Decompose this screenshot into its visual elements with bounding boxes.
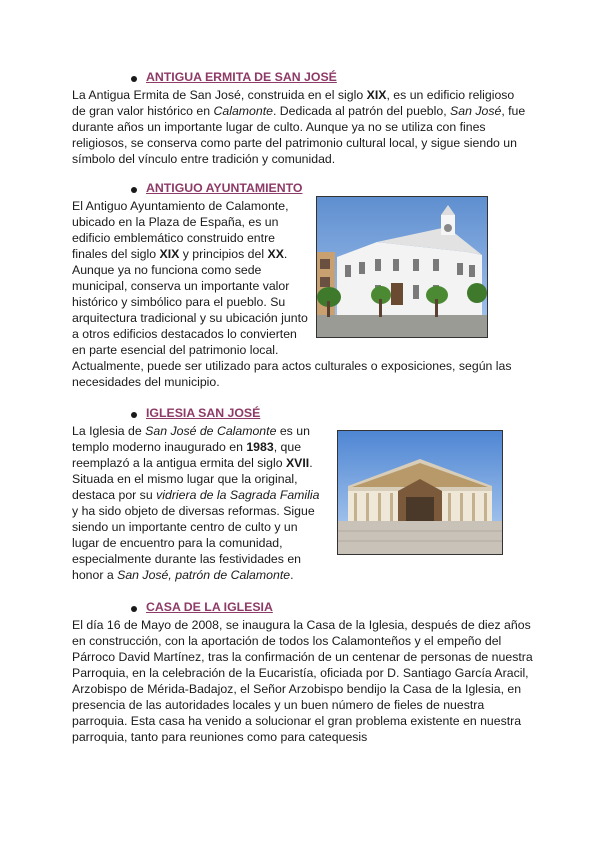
section-paragraph-casa [72, 617, 534, 745]
paragraph-run: XIX [159, 247, 180, 261]
paragraph-run: XIX [366, 88, 387, 102]
paragraph-run: La Antigua Ermita de San José, construida en el siglo [72, 88, 367, 102]
photo-iglesia-san-jose [337, 430, 503, 555]
paragraph-run: es un templo moderno inaugurado en [72, 424, 310, 454]
photo-antiguo-ayuntamiento [316, 196, 488, 338]
paragraph-run: y ha sido objeto de diversas reformas. Sigue siendo un importante centro de culto y un lugar de encuentro para la comunidad, especialmente durante las festividades en honor a [72, 504, 315, 582]
paragraph-run: San José de Calamonte [145, 424, 277, 438]
bullet-icon [131, 606, 137, 612]
paragraph-run: vidriera de la Sagrada Familia [156, 488, 320, 502]
section-paragraph-ayuntamiento-2: Actualmente, puede ser utilizado para actos culturales o exposiciones, según las necesidades del municipio. [72, 359, 512, 389]
paragraph-run: La Iglesia de [72, 424, 146, 438]
paragraph-run: . [290, 568, 294, 582]
paragraph-run: , que reemplazó a la antigua ermita del siglo [72, 440, 302, 470]
paragraph-run: . Dedicada al patrón del pueblo, [272, 104, 451, 118]
paragraph-run: XX [267, 247, 284, 261]
section-heading-iglesia[interactable]: IGLESIA SAN JOSÉ [146, 406, 261, 420]
section-heading-ayuntamiento[interactable]: ANTIGUO AYUNTAMIENTO [146, 181, 303, 195]
paragraph-run: El Antiguo Ayuntamiento de Calamonte, ubicado en la Plaza de España, es un edificio emblemático construido entre finales del siglo [72, 199, 289, 261]
paragraph-run: 1983 [246, 440, 274, 454]
church-image [338, 431, 502, 554]
paragraph-run: y principios del [179, 247, 268, 261]
paragraph-run: , fue durante años un importante lugar de culto. Aunque ya no se utiliza con fines religiosos, se conserva como parte del patrimonio cultural local, y sigue siendo un símbolo del vínculo entre tradición y comunidad. [72, 104, 526, 166]
section-paragraph-iglesia [72, 423, 324, 583]
section-heading-ermita[interactable]: ANTIGUA ERMITA DE SAN JOSÉ [146, 70, 337, 84]
bullet-icon [131, 187, 137, 193]
paragraph-run: . Situada en el mismo lugar que la original, destaca por su [72, 456, 313, 502]
town-hall-image [317, 197, 487, 337]
paragraph-run: XVII [285, 456, 310, 470]
section-paragraph-ayuntamiento [72, 198, 308, 358]
paragraph-run: Calamonte [213, 104, 273, 118]
bullet-icon [131, 76, 137, 82]
section-heading-casa[interactable]: CASA DE LA IGLESIA [146, 600, 273, 614]
paragraph-run: . Aunque ya no funciona como sede municipal, conserva un importante valor histórico y simbólico para el pueblo. Su arquitectura tradicional y su ubicación junto a otros edificios destacados lo convierten en parte esencial del patrimonio local. [72, 247, 308, 357]
paragraph-run: San José, patrón de Calamonte [117, 568, 291, 582]
paragraph-run: El día 16 de Mayo de 2008, se inaugura la Casa de la Iglesia, después de diez años en construcción, con la aportación de todos los Calamonteños y el empeño del Párroco David Martínez, tras la confirmación de un centenar de personas de nuestra Parroquia, en la celebración de la Eucaristía, oficiada por D. Santiago García Aracil, Arzobispo de Mérida-Badajoz, el Señor Arzobispo bendijo la Casa de la Iglesia, en presencia de las autoridades locales y un buen número de fieles de nuestra parroquia. Esta casa ha venido a solucionar el gran problema existente en nuestra parroquia, tanto para reuniones como para catequesis [72, 618, 533, 744]
paragraph-run: , es un edificio religioso de gran valor histórico en [72, 88, 515, 118]
bullet-icon [131, 412, 137, 418]
section-paragraph-ermita [72, 87, 527, 167]
paragraph-run: San José [450, 104, 502, 118]
